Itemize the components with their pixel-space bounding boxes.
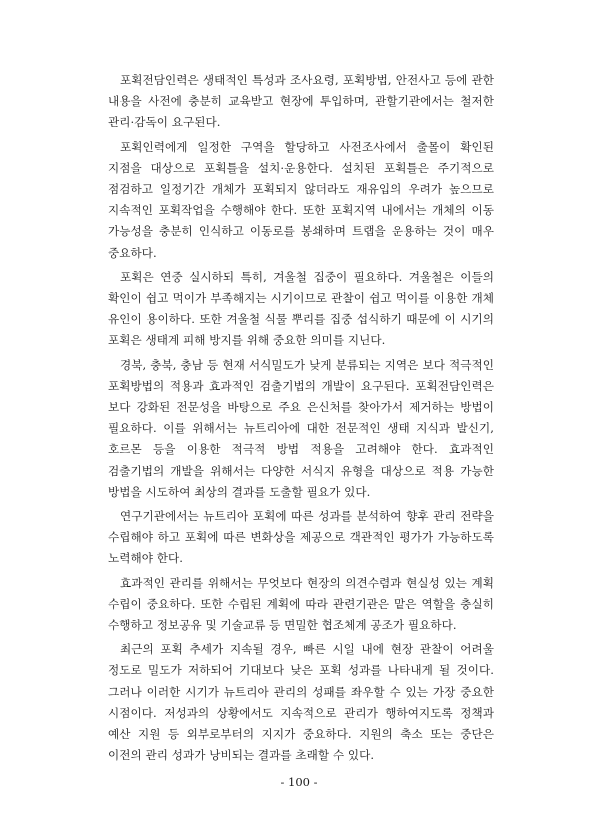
paragraph-trap-operation: 포획인력에게 일정한 구역을 할당하고 사전조사에서 출몰이 확인된 지점을 대상으로 포획틀을 설치·운용한다. 설치된 포획틀은 주기적으로 점검하고 일정기간 개체가 포획되지 않더라도 재유입의 우려가 높으므로 지속적인 포획작업을 수행해야 한다. 또한 포획지역 내에서는 개체의 이동 가능성을 충분히 인식하고 이동로를 봉쇄하며 트랩을 운용하는 것이 매우 중요하다. xyxy=(108,139,494,260)
paragraph-capture-trend: 최근의 포획 추세가 지속될 경우, 빠른 시일 내에 현장 관찰이 어려울 정도로 밀도가 저하되어 기대보다 낮은 포획 성과를 나타내게 될 것이다. 그러나 이러한 시기가 뉴트리아 관리의 성패를 좌우할 수 있는 가장 중요한 시점이다. 저성과의 상황에서도 지속적으로 관리가 행하여지도록 정책과 예산 지원 등 외부로부터의 지지가 중요하다. 지원의 축소 또는 중단은 이전의 관리 성과가 낭비되는 결과를 초래할 수 있다. xyxy=(108,642,494,763)
body-text xyxy=(108,70,494,770)
page-number: - 100 - xyxy=(280,775,318,789)
paragraph-trained-personnel: 포획전담인력은 생태적인 특성과 조사요령, 포획방법, 안전사고 등에 관한 내용을 사전에 충분히 교육받고 현장에 투입하며, 관할기관에서는 철저한 관리·감독이 요구된다. xyxy=(108,73,494,130)
paragraph-research-institutions: 연구기관에서는 뉴트리아 포획에 따른 성과를 분석하여 향후 관리 전략을 수립해야 하고 포획에 따른 변화상을 제공으로 객관적인 평가가 가능하도록 노력해야 한다. xyxy=(108,509,494,566)
paragraph-effective-management: 효과적인 관리를 위해서는 무엇보다 현장의 의견수렴과 현실성 있는 계획 수립이 중요하다. 또한 수립된 계획에 따라 관련기관은 맡은 역할을 충실히 수행하고 정보공유 및 기술교류 등 면밀한 협조체계 공조가 필요하다. xyxy=(108,575,494,633)
paragraph-low-density-regions: 경북, 충북, 충남 등 현재 서식밀도가 낮게 분류되는 지역은 보다 적극적인 포획방법의 적용과 효과적인 검출기법의 개발이 요구된다. 포획전담인력은 보다 강화된 전문성을 바탕으로 주요 은신처를 찾아가서 제거하는 방법이 필요하다. 이를 위해서는 뉴트리아에 대한 전문적인 생태 지식과 발신기, 호르몬 등을 이용한 적극적 방법 적용을 고려해야 한다. 효과적인 검출기법의 개발을 위해서는 다양한 서식지 유형을 대상으로 적용 가능한 방법을 시도하여 최상의 결과를 도출할 필요가 있다. xyxy=(108,357,494,499)
paragraph-winter-capture: 포획은 연중 실시하되 특히, 겨울철 집중이 필요하다. 겨울철은 이들의 확인이 쉽고 먹이가 부족해지는 시기이므로 관찰이 쉽고 먹이를 이용한 개체 유인이 용이하다. 또한 겨울철 식물 뿌리를 집중 섭식하기 때문에 이 시기의 포획은 생태계 피해 방지를 위해 중요한 의미를 지닌다. xyxy=(108,269,494,348)
